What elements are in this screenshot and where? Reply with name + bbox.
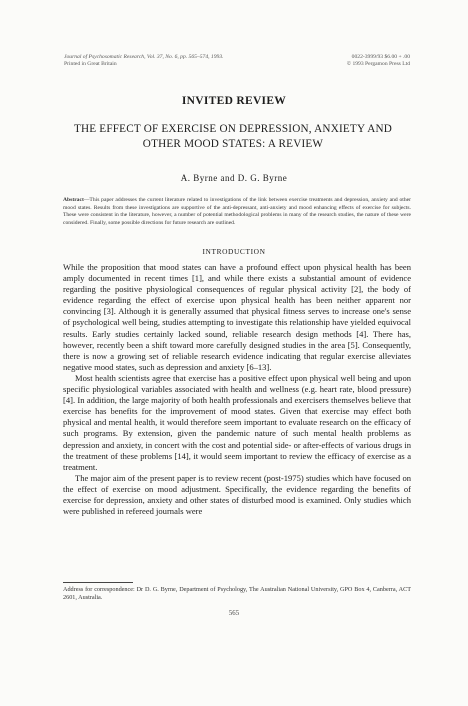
body-text xyxy=(63,262,411,517)
body-paragraph: Most health scientists agree that exercise has a positive effect upon physical well being and upon specific physiological variables associated with health and wellness (e.g. heart rate, blood pressure) [4]. In addition, the large majority of both health professionals and exercisers themselves believe that exercise has benefits for the improvement of mood states. Given that exercise may effect both physical and mental health, it would therefore seem important to evaluate research on the efficacy of such programs. By extension, given the pandemic nature of such mental health problems as depression and anxiety, in concert with the cost and potential side- or after-effects of various drugs in the treatment of these problems [14], it would seem important to review the efficacy of exercise as a treatment. xyxy=(63,372,411,472)
issn-line: 0022-3999/93 $6.00 + .00 xyxy=(351,54,410,60)
article-title: THE EFFECT OF EXERCISE ON DEPRESSION, ANXIETY AND OTHER MOOD STATES: A REVIEW xyxy=(73,123,393,150)
body-paragraph: While the proposition that mood states can have a profound effect upon physical health has been amply documented in recent times [1], and while there exists a substantial amount of evidence regarding the positive physiological consequences of regular physical activity [2], the body of evidence regarding the effect of exercise upon physical health has been neither apparent nor convincing [3]. Although it is generally assumed that physical fitness serves to increase one's sense of psychological well being, studies attempting to investigate this relationship have yielded equivocal results. Early studies certainly lacked sound, reliable research design methods [4]. There has, however, recently been a shift toward more carefully designed studies in the area [5]. Consequently, there is now a growing set of reliable research evidence indicating that regular exercise alleviates negative mood states, such as depression and anxiety [6–13]. xyxy=(63,262,411,372)
correspondence-footnote: Address for correspondence: Dr D. G. Byrne, Department of Psychology, The Australian National University, GPO Box 4, Canberra, ACT 2601, Australia. xyxy=(63,586,411,602)
abstract-label: Abstract xyxy=(63,197,84,203)
page-number: 565 xyxy=(228,610,240,617)
journal-rights xyxy=(300,54,410,69)
journal-citation xyxy=(64,54,304,69)
article-type: INVITED REVIEW xyxy=(181,95,287,107)
copyright-line: © 1993 Pergamon Press Ltd xyxy=(346,61,410,68)
publisher-line: Printed in Great Britain xyxy=(64,61,117,68)
body-paragraph: The major aim of the present paper is to review recent (post-1975) studies which have focused on the effect of exercise on mood adjustment. Specifically, the evidence regarding the benefits of exercise for depression, anxiety and other states of disturbed mood is examined. Only studies which were published in refereed journals were xyxy=(63,472,411,517)
abstract-text: —This paper addresses the current literature related to investigations of the link between exercise treatments and depression, anxiety and other mood states. Results from these investigations are supportive of the anti-depressant, anti-anxiety and mood enhancing effects of exercise for subjects. These were consistent in the literature, however, a number of potential methodological problems in many of the research studies, the nature of these were considered. Finally, some possible directions for future research are outlined. xyxy=(63,197,411,226)
author-line: A. Byrne and D. G. Byrne xyxy=(180,173,288,183)
journal-line: Journal of Psychosomatic Research, Vol. 37, No. 6, pp. 565–574, 1993. xyxy=(64,54,224,60)
footnote-rule xyxy=(63,582,133,583)
abstract xyxy=(63,197,411,227)
section-heading: INTRODUCTION xyxy=(202,247,266,256)
